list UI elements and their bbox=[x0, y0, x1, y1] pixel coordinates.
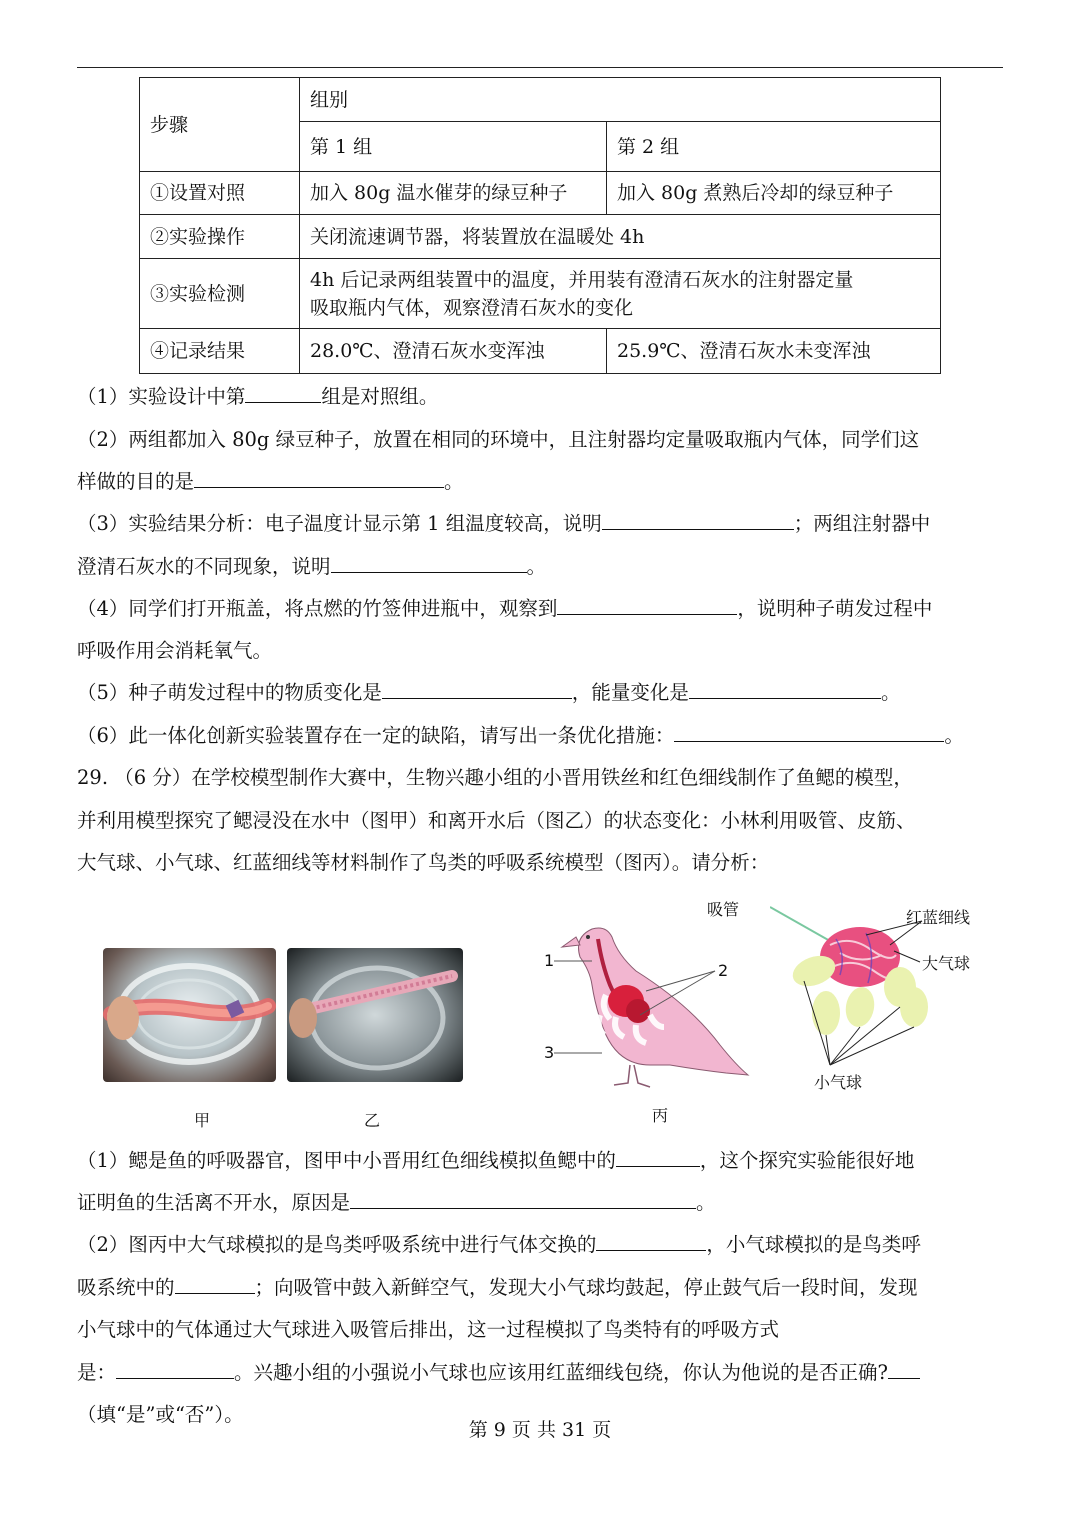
question-4-line1: （4）同学们打开瓶盖，将点燃的竹签伸进瓶中，观察到 ，说明种子萌发过程中 bbox=[77, 587, 1005, 630]
q29-sub1-line1: （1）鳃是鱼的呼吸器官，图甲中小晋用红色细线模拟鱼鳃中的 ，这个探究实验能很好地 bbox=[77, 1139, 1005, 1182]
gill-photo-out-of-water bbox=[287, 948, 463, 1082]
question-2-line2: 样做的目的是 。 bbox=[77, 460, 1005, 503]
header-group2: 第 2 组 bbox=[607, 122, 941, 172]
answer-blank[interactable] bbox=[350, 1188, 696, 1209]
caption-bing: 丙 bbox=[652, 1106, 669, 1125]
bird-respiratory-diagram bbox=[540, 915, 755, 1095]
row-step: ③实验检测 bbox=[140, 259, 300, 329]
label-thread: 红蓝细线 bbox=[906, 908, 971, 927]
question-6: （6）此一体化创新实验装置存在一定的缺陷，请写出一条优化措施： 。 bbox=[77, 714, 1005, 757]
q29-sub2-line1: （2）图丙中大气球模拟的是鸟类呼吸系统中进行气体交换的 ，小气球模拟的是鸟类呼 bbox=[77, 1223, 1005, 1266]
caption-yi: 乙 bbox=[364, 1111, 381, 1130]
row-g2: 加入 80g 煮熟后冷却的绿豆种子 bbox=[607, 172, 941, 215]
row-merged: 关闭流速调节器，将装置放在温暖处 4h bbox=[300, 215, 941, 259]
row-merged-line1: 4h 后记录两组装置中的温度，并用装有澄清石灰水的注射器定量 bbox=[310, 268, 854, 291]
question-2-line1: （2）两组都加入 80g 绿豆种子，放置在相同的环境中，且注射器均定量吸取瓶内气体，同学们这 bbox=[77, 428, 920, 451]
answer-blank[interactable] bbox=[175, 1273, 255, 1294]
q29-sub2-line4: 是： 。兴趣小组的小强说小气球也应该用红蓝细线包绕，你认为他说的是否正确? bbox=[77, 1351, 1005, 1394]
label-small-balloon: 小气球 bbox=[814, 1073, 863, 1092]
row-step: ②实验操作 bbox=[140, 215, 300, 259]
header-group1: 第 1 组 bbox=[300, 122, 607, 172]
answer-blank[interactable] bbox=[245, 382, 321, 403]
label-1: 1 bbox=[544, 951, 555, 970]
q29-sub2-line3: 小气球中的气体通过大气球进入吸管后排出，这一过程模拟了鸟类特有的呼吸方式 bbox=[77, 1318, 780, 1341]
q29-sub1-line2: 证明鱼的生活离不开水，原因是 。 bbox=[77, 1181, 1005, 1224]
label-big-balloon: 大气球 bbox=[922, 954, 971, 973]
row-g1: 加入 80g 温水催芽的绿豆种子 bbox=[300, 172, 607, 215]
label-straw: 吸管 bbox=[707, 900, 740, 919]
answer-blank[interactable] bbox=[596, 1230, 706, 1251]
row-merged bbox=[300, 259, 941, 329]
answer-blank[interactable] bbox=[116, 1358, 234, 1379]
answer-blank[interactable] bbox=[194, 467, 444, 488]
caption-jia: 甲 bbox=[194, 1111, 211, 1130]
answer-blank[interactable] bbox=[382, 678, 572, 699]
q29-line2: 并利用模型探究了鳃浸没在水中（图甲）和离开水后（图乙）的状态变化：小林利用吸管、皮筋、 bbox=[77, 809, 916, 832]
question-4-line2: 呼吸作用会消耗氧气。 bbox=[77, 639, 273, 662]
q29-sub2-line2: 吸系统中的 ；向吸管中鼓入新鲜空气，发现大小气球均鼓起，停止鼓气后一段时间，发现 bbox=[77, 1266, 1005, 1309]
page-footer: 第 9 页 共 31 页 bbox=[468, 1419, 612, 1441]
question-5: （5）种子萌发过程中的物质变化是 ，能量变化是 。 bbox=[77, 671, 1005, 714]
experiment-table bbox=[139, 77, 941, 374]
gill-model-wet-image bbox=[103, 948, 276, 1082]
q29-sub2-line5: （填“是”或“否”）。 bbox=[77, 1403, 244, 1426]
answer-blank[interactable] bbox=[602, 509, 794, 530]
answer-blank[interactable] bbox=[674, 721, 944, 742]
row-step: ①设置对照 bbox=[140, 172, 300, 215]
question-3-line2: 澄清石灰水的不同现象，说明 。 bbox=[77, 545, 1005, 588]
row-g1: 28.0℃、澄清石灰水变浑浊 bbox=[300, 329, 607, 374]
gill-photo-in-water bbox=[103, 948, 276, 1082]
label-2: 2 bbox=[718, 961, 729, 980]
question-1: （1）实验设计中第 组是对照组。 bbox=[77, 375, 1005, 418]
answer-blank[interactable] bbox=[557, 594, 737, 615]
answer-blank[interactable] bbox=[689, 678, 881, 699]
header-group: 组别 bbox=[300, 78, 941, 122]
header-rule bbox=[77, 67, 1003, 68]
row-step: ④记录结果 bbox=[140, 329, 300, 374]
q29-line3: 大气球、小气球、红蓝细线等材料制作了鸟类的呼吸系统模型（图丙）。请分析： bbox=[77, 851, 770, 874]
q29-line1: 29. （6 分）在学校模型制作大赛中，生物兴趣小组的小晋用铁丝和红色细线制作了鱼鳃的模型， bbox=[77, 766, 913, 789]
row-merged-line2: 吸取瓶内气体，观察澄清石灰水的变化 bbox=[310, 296, 634, 319]
question-3-line1: （3）实验结果分析：电子温度计显示第 1 组温度较高，说明 ；两组注射器中 bbox=[77, 502, 1005, 545]
label-3: 3 bbox=[544, 1043, 555, 1062]
answer-blank[interactable] bbox=[616, 1146, 700, 1167]
header-step: 步骤 bbox=[140, 78, 300, 172]
answer-blank[interactable] bbox=[331, 552, 527, 573]
row-g2: 25.9℃、澄清石灰水未变浑浊 bbox=[607, 329, 941, 374]
gill-model-dry-image bbox=[287, 948, 463, 1082]
answer-blank[interactable] bbox=[888, 1358, 920, 1379]
